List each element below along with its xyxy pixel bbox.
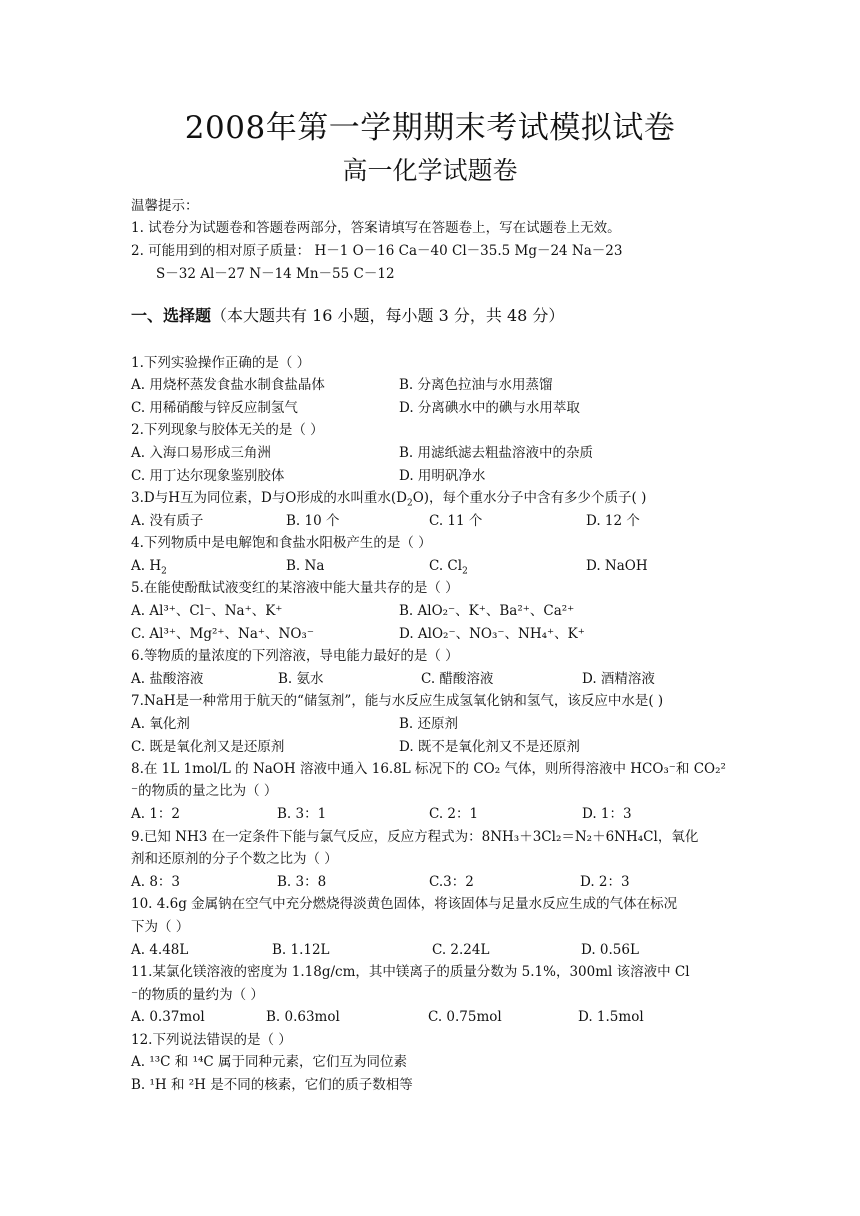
question-1-option-a: A. 用烧杯蒸发食盐水制食盐晶体: [131, 377, 325, 393]
question-10-stem-continued: 下为（ ）: [131, 919, 190, 935]
question-9-option-c: C.3：2: [429, 874, 474, 890]
question-1-option-c: C. 用稀硝酸与锌反应制氢气: [131, 400, 298, 416]
question-11-stem: 11.某氯化镁溶液的密度为 1.18g/cm，其中镁离子的质量分数为 5.1%，300ml 该溶液中 Cl: [131, 964, 690, 980]
question-3-option-d: D. 12 个: [586, 513, 640, 529]
notes-heading: 温馨提示：: [131, 198, 199, 214]
section-heading: [131, 306, 564, 326]
question-6-stem: 6.等物质的量浓度的下列溶液，导电能力最好的是（ ）: [131, 648, 459, 664]
question-3-stem-part1: 3.D与H互为同位素，D与O形成的水叫重水(D: [131, 490, 407, 506]
question-11-option-c: C. 0.75mol: [428, 1009, 502, 1025]
question-5-option-b: B. AlO₂⁻、K⁺、Ba²⁺、Ca²⁺: [399, 603, 575, 619]
question-5-stem: 5.在能使酚酞试液变红的某溶液中能大量共存的是（ ）: [131, 580, 459, 596]
note-2-continued: S－32 Al－27 N－14 Mn－55 C－12: [156, 266, 395, 282]
question-3-option-a: A. 没有质子: [131, 513, 204, 529]
question-10-option-b: B. 1.12L: [272, 942, 330, 958]
question-4-option-a-subscript: 2: [161, 566, 167, 577]
question-8-stem: 8.在 1L 1mol/L 的 NaOH 溶液中通入 16.8L 标况下的 CO₂ 气体，则所得溶液中 HCO₃⁻和 CO₂²: [131, 761, 726, 777]
question-4-option-a: [131, 556, 167, 576]
question-7-option-b: B. 还原剂: [399, 716, 459, 732]
question-8-stem-continued: ⁻的物质的量之比为（ ）: [131, 783, 278, 799]
question-2-option-d: D. 用明矾净水: [399, 468, 486, 484]
question-1-option-d: D. 分离碘水中的碘与水用萃取: [399, 400, 580, 416]
question-7-stem: 7.NaH是一种常用于航天的“储氢剂”，能与水反应生成氢氧化钠和氢气，该反应中水是( ): [131, 693, 664, 709]
question-3-stem-part2: O)，每个重水分子中含有多少个质子( ): [412, 490, 647, 506]
question-12-stem: 12.下列说法错误的是（ ）: [131, 1032, 292, 1048]
question-10-option-a: A. 4.48L: [131, 942, 189, 958]
question-9-stem: 9.已知 NH3 在一定条件下能与氯气反应，反应方程式为：8NH₃＋3Cl₂＝N₂＋6NH₄Cl，氧化: [131, 829, 699, 845]
question-10-option-d: D. 0.56L: [581, 942, 639, 958]
question-5-option-d: D. AlO₂⁻、NO₃⁻、NH₄⁺、K⁺: [399, 626, 585, 642]
question-4-option-c-text: C. Cl: [429, 558, 463, 574]
question-5-option-c: C. Al³⁺、Mg²⁺、Na⁺、NO₃⁻: [131, 626, 314, 642]
question-3-stem: [131, 488, 646, 508]
question-3-option-c: C. 11 个: [429, 513, 483, 529]
question-8-option-a: A. 1：2: [131, 806, 181, 822]
question-5-option-a: A. Al³⁺、Cl⁻、Na⁺、K⁺: [131, 603, 283, 619]
question-9-option-a: A. 8：3: [131, 874, 181, 890]
question-4-option-c: [429, 556, 468, 576]
question-4-option-d: D. NaOH: [586, 558, 648, 574]
question-6-option-d: D. 酒精溶液: [582, 671, 655, 687]
question-11-stem-continued: ⁻的物质的量约为（ ）: [131, 987, 264, 1003]
question-11-option-b: B. 0.63mol: [266, 1009, 340, 1025]
exam-subtitle: 高一化学试题卷: [342, 156, 518, 185]
note-2: 2. 可能用到的相对原子质量： H－1 O－16 Ca－40 Cl－35.5 Mg－24 Na－23: [131, 243, 623, 259]
question-8-option-c: C. 2：1: [429, 806, 479, 822]
question-1-option-b: B. 分离色拉油与水用蒸馏: [399, 377, 553, 393]
question-7-option-d: D. 既不是氧化剂又不是还原剂: [399, 739, 580, 755]
question-4-option-a-text: A. H: [131, 558, 162, 574]
question-7-option-c: C. 既是氧化剂又是还原剂: [131, 739, 285, 755]
question-12-option-b: B. ¹H 和 ²H 是不同的核素，它们的质子数相等: [131, 1077, 413, 1093]
question-2-option-a: A. 入海口易形成三角洲: [131, 445, 271, 461]
question-2-option-b: B. 用滤纸滤去粗盐溶液中的杂质: [399, 445, 594, 461]
question-10-stem: 10. 4.6g 金属钠在空气中充分燃烧得淡黄色固体，将该固体与足量水反应生成的气体在标况: [131, 896, 678, 912]
question-1-stem: 1.下列实验操作正确的是（ ）: [131, 355, 311, 371]
question-3-stem-subscript: 2: [406, 498, 413, 509]
question-8-option-d: D. 1：3: [582, 806, 632, 822]
section-heading-bold: 一、选择题: [131, 306, 212, 325]
question-7-option-a: A. 氧化剂: [131, 716, 190, 732]
question-2-option-c: C. 用丁达尔现象鉴别胶体: [131, 468, 285, 484]
question-6-option-b: B. 氨水: [278, 671, 324, 687]
question-3-option-b: B. 10 个: [286, 513, 340, 529]
question-6-option-a: A. 盐酸溶液: [131, 671, 204, 687]
exam-title: 2008年第一学期期末考试模拟试卷: [184, 110, 676, 146]
section-heading-detail: （本大题共有 16 小题，每小题 3 分，共 48 分）: [211, 306, 565, 325]
question-9-stem-continued: 剂和还原剂的分子个数之比为（ ）: [131, 851, 338, 867]
question-4-option-b: B. Na: [286, 558, 325, 574]
question-11-option-a: A. 0.37mol: [131, 1009, 205, 1025]
question-9-option-b: B. 3：8: [277, 874, 327, 890]
question-4-option-c-subscript: 2: [462, 566, 468, 577]
question-11-option-d: D. 1.5mol: [578, 1009, 644, 1025]
note-1: 1. 试卷分为试题卷和答题卷两部分，答案请填写在答题卷上，写在试题卷上无效。: [131, 220, 621, 236]
question-8-option-b: B. 3：1: [277, 806, 327, 822]
question-9-option-d: D. 2：3: [580, 874, 630, 890]
question-12-option-a: A. ¹³C 和 ¹⁴C 属于同种元素，它们互为同位素: [131, 1054, 408, 1070]
question-4-stem: 4.下列物质中是电解饱和食盐水阳极产生的是（ ）: [131, 535, 432, 551]
question-2-stem: 2.下列现象与胶体无关的是（ ）: [131, 422, 324, 438]
question-10-option-c: C. 2.24L: [432, 942, 490, 958]
question-6-option-c: C. 醋酸溶液: [421, 671, 494, 687]
